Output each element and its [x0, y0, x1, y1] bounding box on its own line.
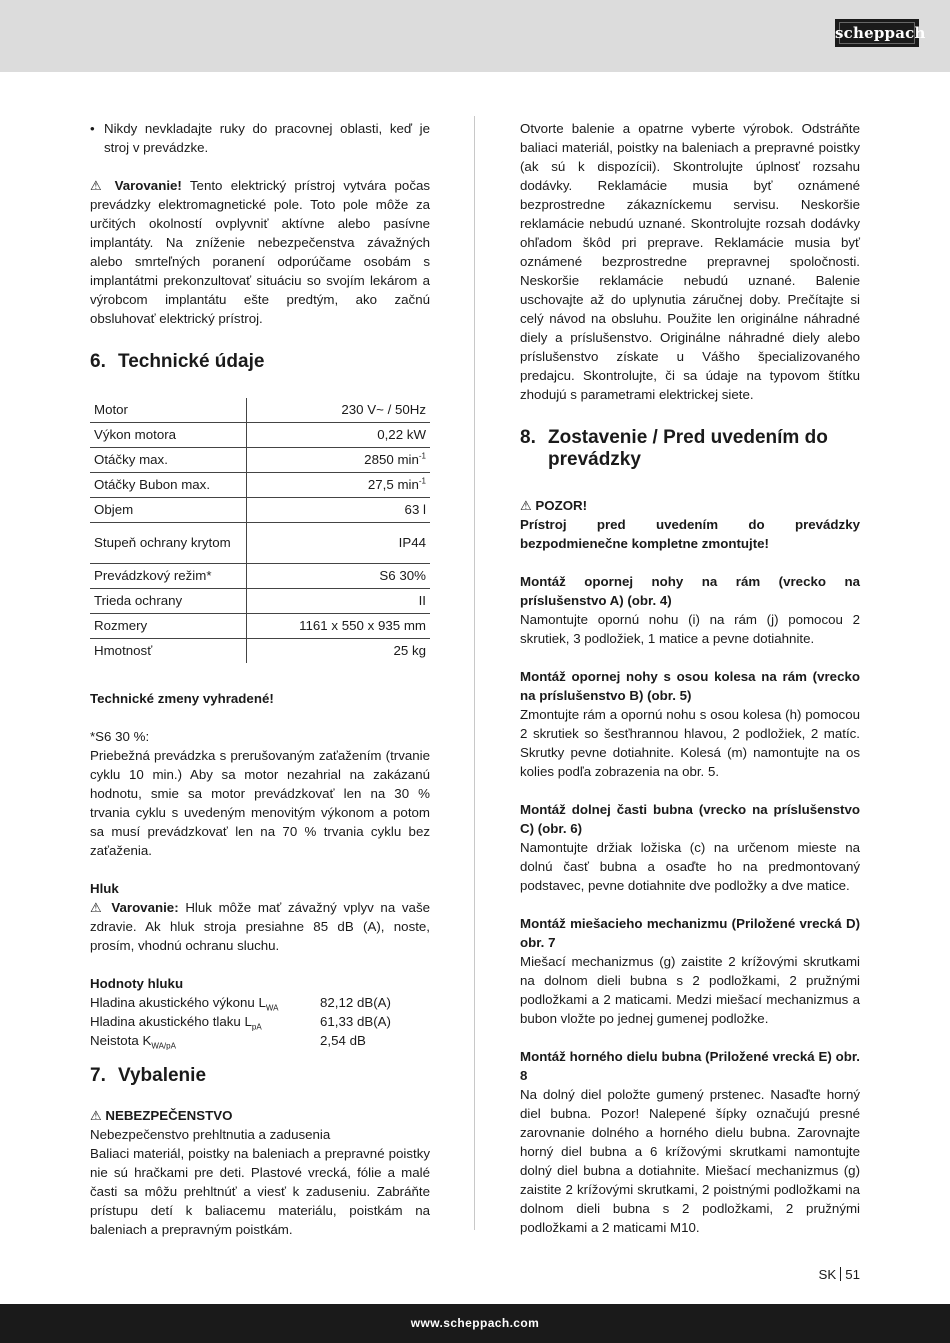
- noise-row: [90, 1012, 430, 1031]
- spec-value-text: 1161 x 550 x 935 mm: [299, 618, 426, 633]
- step-text: Namontujte držiak ložiska (c) na určenom mieste na dolnú časť bubna a osaďte ho na predmontovaný podstavec, pevne dotiahnite dve podložky a dve matice.: [520, 840, 860, 893]
- section-title: Vybalenie: [118, 1065, 207, 1086]
- unpack-text: Otvorte balenie a opatrne vyberte výrobok. Odstráňte baliaci materiál, poistky na baleniach a prepravné poistky (ak sú k dispozícii). Skontrolujte úplnosť rozsahu dodávky. Reklamácie musia byť oznámené bezprostredne zákazníckemu servisu. Neskoršie reklamácie nebudú uznané. Skontrolujte rozsah dodávky ohľadom škôd pri preprave. Reklamácie musia byť oznámené bezprostredne prepravnej spoločnosti. Neskoršie reklamácie nebudú uznané. Balenie uschovajte až do uplynutia záručnej doby. Prečítajte si celý návod na obsluhu. Použite len originálne náhradné diely a príslušenstvo. Originálne náhradné diely alebo príslušenstvo získate u Vášho špecializovaného predajcu. Skontrolujte, či sa údaje na typovom štítku zhodujú s parametrami elektrickej siete.: [520, 121, 860, 402]
- section-number: 8.: [520, 427, 536, 448]
- spec-value: [247, 589, 431, 614]
- warning-icon: ⚠: [90, 1108, 102, 1123]
- step-heading: Montáž opornej nohy na rám (vrecko na príslušenstvo A) (obr. 4): [520, 574, 860, 608]
- step-text: Na dolný diel položte gumený prstenec. Nasaďte horný diel bubna. Pozor! Nalepené šípky označujú presné zarovnanie dolného a horného dielu bubna. Zarovnajte horný diel bubna a 6 krížovými skrutkami namontujte dolný diel bubna a dotiahnite. Miešací mechanizmus (g) zaistite 2 krížovými skrutkami, 2 poistnými podložkami na dolnom dieli bubna s 2 podložkami, 2 pružnými podložkami a 2 maticami M10.: [520, 1087, 860, 1235]
- spec-value: [247, 639, 431, 664]
- spec-value-text: 63 l: [404, 502, 426, 517]
- noise-value: 82,12 dB(A): [320, 995, 391, 1010]
- spec-value-text: 25 kg: [393, 643, 426, 658]
- spec-label: Rozmery: [90, 614, 247, 639]
- caution-text: Prístroj pred uvedením do prevádzky bezpodmienečne kompletne zmontujte!: [520, 517, 860, 551]
- spec-value-text: 27,5 min: [367, 477, 419, 492]
- spec-value-text: S6 30%: [379, 568, 426, 583]
- danger-heading: [90, 1106, 430, 1125]
- right-column: [520, 119, 860, 1237]
- warning-icon: ⚠: [520, 498, 532, 513]
- spec-value-text: IP44: [398, 535, 426, 550]
- assembly-steps: [520, 572, 860, 1237]
- spec-label: Otáčky Bubon max.: [90, 473, 247, 498]
- step-heading: Montáž opornej nohy s osou kolesa na rám (vrecko na príslušenstvo B) (obr. 5): [520, 669, 860, 703]
- noise-row: [90, 1031, 430, 1050]
- page-number: [818, 1265, 860, 1284]
- warning-icon: ⚠: [90, 178, 107, 193]
- noise-values-heading: Hodnoty hluku: [90, 976, 184, 991]
- spec-row: [90, 564, 430, 589]
- noise-label-subscript: WA/pA: [151, 1041, 176, 1051]
- spec-value-text: II: [418, 593, 426, 608]
- section-number: 7.: [90, 1065, 106, 1086]
- tech-spec-table: [90, 398, 430, 663]
- spec-row: [90, 398, 430, 423]
- danger-label: NEBEZPEČENSTVO: [105, 1108, 233, 1123]
- section-6-heading: [90, 351, 430, 373]
- noise-label: [90, 1012, 320, 1031]
- noise-row: [90, 993, 430, 1012]
- step-heading: Montáž dolnej časti bubna (vrecko na príslušenstvo C) (obr. 6): [520, 802, 860, 836]
- bullet-dot: •: [90, 121, 95, 136]
- section-title: Zostavenie / Pred uvedením do prevádzky: [548, 427, 828, 470]
- spec-value: [247, 523, 431, 564]
- danger-text: Baliaci materiál, poistky na baleniach a prepravné poistky nie sú hračkami pre deti. Plastové vrecká, fólie a malé časti sa môžu prehltnúť a viesť k zaduseniu. Zabráňte prístupu detí k baliacemu materiálu, poistkám na baleniach a prepravným poistkám.: [90, 1146, 430, 1237]
- noise-warning: [90, 898, 430, 955]
- noise-value: 2,54 dB: [320, 1033, 366, 1048]
- spec-row: [90, 498, 430, 523]
- caution-label: POZOR!: [535, 498, 588, 513]
- spec-label: Trieda ochrany: [90, 589, 247, 614]
- page-num: 51: [845, 1267, 860, 1282]
- noise-warning-label: Varovanie:: [111, 900, 179, 915]
- noise-heading: Hluk: [90, 881, 119, 896]
- spec-value: [247, 498, 431, 523]
- spec-value: [247, 448, 431, 473]
- spec-value-text: 230 V~ / 50Hz: [341, 402, 426, 417]
- section-title: Technické údaje: [118, 351, 265, 372]
- page-separator: [840, 1267, 841, 1281]
- spec-row: [90, 448, 430, 473]
- noise-value: 61,33 dB(A): [320, 1014, 391, 1029]
- column-divider: [474, 116, 475, 1230]
- section-7-heading: [90, 1065, 430, 1087]
- spec-value: [247, 614, 431, 639]
- noise-label-text: Neistota K: [90, 1033, 152, 1048]
- footer-url: www.scheppach.com: [0, 1304, 950, 1343]
- header-bar: [0, 0, 950, 72]
- spec-value-text: 2850 min: [364, 452, 419, 467]
- spec-label: Otáčky max.: [90, 448, 247, 473]
- noise-label-subscript: pA: [251, 1022, 262, 1032]
- spec-label: Stupeň ochrany krytom: [90, 523, 247, 564]
- page-lang: SK: [818, 1267, 837, 1282]
- spec-value: [247, 398, 431, 423]
- noise-label: [90, 1031, 320, 1050]
- caution-heading: [520, 496, 860, 515]
- step-text: Miešací mechanizmus (g) zaistite 2 krížovými skrutkami na dolnom dieli bubna s 2 podložkami, 2 pružnými podložkami a 2 maticami. Medzi miešací mechanizmus a bubon vložte po jednej gumenej podložke.: [520, 954, 860, 1026]
- spec-row: [90, 523, 430, 564]
- noise-label-subscript: WA: [265, 1003, 279, 1013]
- spec-value-text: 0,22 kW: [377, 427, 426, 442]
- spec-row: [90, 589, 430, 614]
- spec-row: [90, 614, 430, 639]
- step-heading: Montáž miešacieho mechanizmu (Priložené vrecká D) obr. 7: [520, 916, 860, 950]
- danger-subtitle: Nebezpečenstvo prehltnutia a zadusenia: [90, 1127, 331, 1142]
- spec-row: [90, 639, 430, 664]
- warning-icon: ⚠: [90, 900, 105, 915]
- spec-value: [247, 423, 431, 448]
- noise-warning-text: Hluk môže mať závažný vplyv na vaše zdravie. Ak hluk stroja presiahne 85 dB (A), noste, prosím, vhodnú ochranu sluchu.: [90, 900, 430, 953]
- warning-text: Tento elektrický prístroj vytvára počas prevádzky elektromagnetické pole. Toto pole môže za určitých okolností ovplyvniť aktívne alebo pasívne implantáty. Na zníženie nebezpečenstva závažných alebo smrteľných poranení odporúčame osobám s implantátmi prekonzultovať situáciu so svojím lekárom a výrobcom implantátu ešte predtým, ako začnú obsluhovať elektrický prístroj.: [90, 178, 431, 326]
- step-heading: Montáž horného dielu bubna (Priložené vrecká E) obr. 8: [520, 1049, 860, 1083]
- spec-label: Prevádzkový režim*: [90, 564, 247, 589]
- spec-row: [90, 473, 430, 498]
- warning-label: Varovanie!: [114, 178, 182, 193]
- section-8-heading: [520, 427, 860, 471]
- spec-label: Hmotnosť: [90, 639, 247, 664]
- emf-warning: [90, 176, 430, 328]
- spec-value: [247, 473, 431, 498]
- s6-text: Priebežná prevádzka s prerušovaným zaťažením (trvanie cyklu 10 min.) Aby sa motor nezahrial na zakázanú hodnotu, smie sa motor prevádzkovať len na 30 % trvania cyklu s uvedeným menovitým výkonom a potom sa musí prevádzkovať len na 70 % trvania cyklu bez zaťaženia.: [90, 748, 430, 858]
- noise-values-list: [90, 993, 430, 1050]
- spec-value: [247, 564, 431, 589]
- brand-logo: scheppach: [835, 19, 919, 47]
- spec-label: Výkon motora: [90, 423, 247, 448]
- left-column: [90, 119, 430, 1239]
- step-text: Zmontujte rám a opornú nohu s osou kolesa (h) pomocou 2 skrutiek so šesťhrannou hlavou, 2 podložiek, 2 matíc. Skrutky pevne dotiahnite. Kolesá (m) namontujte na os kolies podľa zobrazenia na obr. 5.: [520, 707, 860, 779]
- noise-label: [90, 993, 320, 1012]
- spec-row: [90, 423, 430, 448]
- tech-changes-note: Technické zmeny vyhradené!: [90, 691, 274, 706]
- spec-label: Objem: [90, 498, 247, 523]
- noise-label-text: Hladina akustického tlaku L: [90, 1014, 252, 1029]
- spec-value-exponent: -1: [418, 451, 426, 461]
- section-number: 6.: [90, 351, 106, 372]
- spec-value-exponent: -1: [418, 476, 426, 486]
- spec-label: Motor: [90, 398, 247, 423]
- noise-label-text: Hladina akustického výkonu L: [90, 995, 266, 1010]
- s6-title: *S6 30 %:: [90, 729, 150, 744]
- bullet-item: [90, 119, 430, 157]
- step-text: Namontujte opornú nohu (i) na rám (j) pomocou 2 skrutiek, 3 podložiek, 1 matice a pevne dotiahnite.: [520, 612, 860, 646]
- bullet-text: Nikdy nevkladajte ruky do pracovnej oblasti, keď je stroj v prevádzke.: [104, 121, 430, 155]
